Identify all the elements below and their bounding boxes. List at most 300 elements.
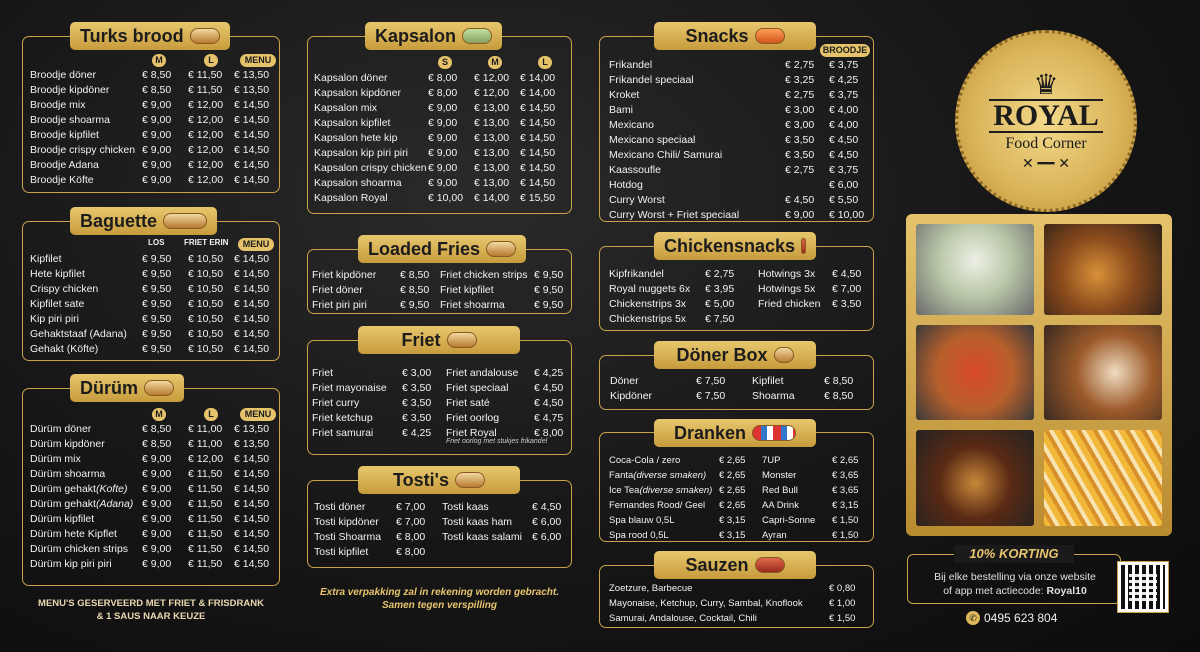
item-price: € 8,50 [142,69,172,81]
menu-row [440,298,570,313]
tosti-list-right [442,500,570,545]
menu-row [609,611,871,626]
menu-row [312,366,442,381]
item-price: € 9,00 [142,498,172,510]
menu-served-note [22,597,280,623]
item-name: Dürüm döner [30,423,92,435]
item-name: Kipfilet [30,253,62,265]
item-price: € 4,25 [829,74,859,86]
menu-badge: MENU [240,54,276,67]
item-price: € 9,00 [142,144,172,156]
item-price: € 14,50 [234,313,270,325]
item-name: Kapsalon kipdöner [314,87,401,99]
item-name: Mexicano Chili/ Samurai [609,149,723,161]
item-price: € 8,50 [142,423,172,435]
item-price: € 4,25 [402,427,432,439]
menu-row [762,528,870,543]
menu-row [609,193,871,208]
photo-fries [1044,430,1162,526]
dranken-title [654,419,816,447]
item-name: Broodje Adana [30,159,99,171]
size-l-badge: L [204,54,218,67]
item-price: € 14,50 [234,144,270,156]
item-name: Dürüm chicken strips [30,543,129,555]
item-price: € 3,65 [832,470,859,481]
item-name: Hotwings 3x [758,268,816,280]
los-header: LOS [148,238,165,247]
item-name: Dürüm gehakt(Adana) [30,498,134,510]
item-name: Gehakt (Köfte) [30,343,99,355]
item-name: Kapsalon hete kip [314,132,398,144]
item-price: € 3,75 [829,164,859,176]
item-name: Tosti Shoarma [314,531,382,543]
menu-row [609,118,871,133]
durum-title [70,374,184,402]
item-price: € 8,50 [142,438,172,450]
item-name: Mayonaise, Ketchup, Curry, Sambal, Knoflook [609,598,803,609]
menu-row [440,268,570,283]
menu-row [30,113,278,128]
doner-box-icon [774,347,794,363]
menu-row [314,545,438,560]
turks-brood-title-text: Turks brood [80,26,184,46]
menu-badge: MENU [240,408,276,421]
item-name: Fried chicken [758,298,821,310]
friet-erin-header: FRIET ERIN [184,238,229,247]
item-price: € 10,50 [188,298,224,310]
item-price: € 3,50 [785,134,815,146]
item-price: € 13,50 [234,84,270,96]
item-price: € 14,50 [520,117,556,129]
turks-brood-headers [146,54,276,67]
item-price: € 14,50 [234,558,270,570]
turks-brood-title [70,22,230,50]
item-price: € 8,00 [428,87,458,99]
item-price: € 14,50 [234,114,270,126]
item-price: € 8,00 [534,427,564,439]
item-name: Gehaktstaaf (Adana) [30,328,127,340]
menu-row [30,128,278,143]
item-price: € 9,00 [428,132,458,144]
item-price: € 3,50 [785,149,815,161]
item-price: € 2,75 [705,268,735,280]
dranken-list-left [609,453,759,543]
kapsalon-headers [438,56,552,69]
menu-badge: MENU [238,238,274,251]
item-price: € 7,50 [696,390,726,402]
item-price: € 14,50 [234,528,270,540]
item-name: Broodje döner [30,69,96,81]
item-price: € 14,50 [520,102,556,114]
item-price: € 6,00 [532,531,562,543]
item-price: € 3,75 [829,59,859,71]
menu-row [314,515,438,530]
item-price: € 12,00 [188,174,224,186]
menu-row [446,411,570,426]
item-price: € 9,00 [142,159,172,171]
item-name: Mexicano [609,119,654,131]
discount-code: Royal10 [1046,585,1087,597]
item-price: € 14,50 [234,268,270,280]
kapsalon-title [365,22,502,50]
doner-box-list-left [610,374,740,404]
item-price: € 3,15 [832,500,859,511]
item-name: Dürüm kipdöner [30,438,105,450]
menu-row [30,327,278,342]
item-name: Kapsalon döner [314,72,388,84]
item-price: € 11,00 [188,438,223,450]
item-name: Ice Tea(diverse smaken) [609,485,713,496]
menu-row [762,468,870,483]
item-price: € 9,00 [142,483,172,495]
logo-royal-text: ROYAL [989,99,1103,133]
discount-line1: Bij elke bestelling via onze website [934,571,1096,583]
item-name: Curry Worst [609,194,665,206]
durum-title-text: Dürüm [80,378,138,398]
item-name: Kapsalon kip piri piri [314,147,408,159]
menu-row [609,178,871,193]
discount-box [907,546,1121,604]
tosti-title [358,466,520,494]
snacks-title [654,22,816,50]
baguette-headers [148,238,274,251]
menu-row [752,389,862,404]
menu-row [609,312,753,327]
item-name: Kapsalon kipfilet [314,117,391,129]
item-name: 7UP [762,455,781,466]
item-price: € 2,65 [719,470,746,481]
item-price: € 9,50 [534,299,564,311]
snacks-title-text: Snacks [685,26,749,46]
item-price: € 14,50 [234,543,270,555]
item-name: Kipfilet sate [30,298,85,310]
item-price: € 11,50 [188,468,223,480]
item-name: Hotdog [609,179,643,191]
item-price: € 13,00 [474,177,510,189]
menu-row [446,366,570,381]
item-price: € 14,50 [234,468,270,480]
baguette-title [70,207,217,235]
menu-row [30,527,278,542]
item-price: € 12,00 [188,159,224,171]
item-name: Chickenstrips 5x [609,313,687,325]
menu-row [312,283,438,298]
item-price: € 12,00 [188,144,224,156]
item-price: € 7,00 [396,501,426,513]
item-price: € 10,00 [428,192,464,204]
photo-pizza [916,325,1034,420]
item-price: € 10,50 [188,253,224,265]
item-name: Frikandel [609,59,653,71]
item-price: € 1,50 [832,515,859,526]
item-price: € 3,00 [785,119,815,131]
item-price: € 4,50 [785,194,815,206]
item-name: Friet piri piri [312,299,367,311]
item-price: € 11,00 [188,423,223,435]
friet-list-right [446,366,570,441]
menu-row [314,146,570,161]
item-price: € 2,65 [832,455,859,466]
item-price: € 9,50 [400,299,430,311]
item-price: € 11,50 [188,498,223,510]
item-price: € 11,50 [188,558,223,570]
doner-box-title [654,341,816,369]
menu-row [609,498,759,513]
item-price: € 9,00 [142,543,172,555]
item-price: € 9,50 [142,268,172,280]
menu-row [30,512,278,527]
chicken-leg-icon [801,238,806,254]
item-price: € 12,00 [188,453,224,465]
item-price: € 14,50 [520,147,556,159]
item-name: Royal nuggets 6x [609,283,691,295]
royal-food-corner-logo [955,30,1137,212]
item-name: Tosti kipfilet [314,546,369,558]
item-price: € 8,00 [396,531,426,543]
item-name: Crispy chicken [30,283,99,295]
item-price: € 9,00 [142,129,172,141]
item-price: € 13,50 [234,438,270,450]
item-price: € 7,00 [832,283,862,295]
item-name: Dürüm hete Kipflet [30,528,117,540]
size-l-badge: L [538,56,552,69]
item-price: € 14,50 [234,483,270,495]
item-name: Samurai, Andalouse, Cocktail, Chili [609,613,757,624]
item-price: € 9,00 [142,558,172,570]
item-name: Kapsalon crispy chicken [314,162,427,174]
menu-row [312,411,442,426]
item-price: € 6,00 [829,179,859,191]
loaded-fries-title-text: Loaded Fries [368,239,481,259]
menu-row [609,483,759,498]
kapsalon-title-text: Kapsalon [375,26,457,46]
menu-row [30,158,278,173]
item-price: € 0,80 [829,583,856,594]
item-name: Mexicano speciaal [609,134,696,146]
item-price: € 13,00 [474,102,510,114]
extra-note-line1: Extra verpakking zal in rekening worden gebracht. [320,587,559,598]
menu-row [30,312,278,327]
menu-row [314,176,570,191]
item-name: Friet mayonaise [312,382,387,394]
loaded-fries-list-left [312,268,438,313]
item-price: € 9,00 [142,99,172,111]
size-s-badge: S [438,56,452,69]
menu-row [30,83,278,98]
item-price: € 9,50 [534,269,564,281]
sauzen-list [609,581,871,626]
menu-row [762,483,870,498]
menu-row [752,374,862,389]
item-name: Friet kipdöner [312,269,377,281]
item-price: € 11,50 [188,483,223,495]
item-price: € 14,00 [520,72,556,84]
snacks-icon [755,28,785,44]
baguette-title-text: Baguette [80,211,158,231]
item-name: Friet saté [446,397,490,409]
durum-list [30,422,278,572]
item-name: Hete kipfilet [30,268,85,280]
menu-row [314,161,570,176]
item-name: AA Drink [762,500,799,511]
snacks-list [609,58,871,223]
menu-row [440,283,570,298]
item-price: € 6,00 [532,516,562,528]
item-name: Friet [312,367,333,379]
item-name: Döner [610,375,639,387]
item-price: € 5,50 [829,194,859,206]
item-name: Monster [762,470,797,481]
menu-row [312,396,442,411]
sauzen-title [654,551,816,579]
item-price: € 7,00 [396,516,426,528]
baguette-list [30,252,278,357]
item-price: € 14,50 [234,129,270,141]
item-price: € 4,50 [829,134,859,146]
item-price: € 8,50 [400,284,430,296]
size-m-badge: M [488,56,502,69]
item-price: € 14,50 [234,253,270,265]
extra-note-line2: Samen tegen verspilling [381,600,498,611]
size-l-badge: L [204,408,218,421]
menu-row [314,116,570,131]
item-price: € 14,50 [234,513,270,525]
item-price: € 12,00 [474,87,510,99]
item-price: € 9,00 [142,174,172,186]
menu-row [30,467,278,482]
menu-row [30,173,278,188]
item-price: € 2,75 [785,89,815,101]
crown-icon: ♛ [1033,68,1059,100]
item-price: € 14,00 [474,192,510,204]
item-name: Friet shoarma [440,299,505,311]
item-name: Kaassoufle [609,164,661,176]
phone-number[interactable] [966,611,1057,625]
item-name: Kipfilet [752,375,784,387]
item-name: Friet Royal [446,427,497,439]
item-price: € 3,50 [402,382,432,394]
item-price: € 9,00 [142,513,172,525]
menu-row [446,396,570,411]
item-name: Shoarma [752,390,795,402]
item-name: Kroket [609,89,640,101]
phone-number-text: 0495 623 804 [984,611,1058,625]
item-price: € 9,00 [428,162,458,174]
menu-row [610,374,740,389]
menu-row [609,453,759,468]
item-price: € 3,50 [832,298,862,310]
menu-row [314,500,438,515]
item-price: € 9,00 [428,147,458,159]
phone-icon: ✆ [966,611,980,625]
kapsalon-tray-icon [462,28,492,44]
chickensnacks-list-right [758,267,870,312]
item-name: Kipdöner [610,390,653,402]
item-name: Friet ketchup [312,412,373,424]
item-price: € 11,50 [188,543,223,555]
item-price: € 7,50 [705,313,735,325]
friet-title-text: Friet [401,330,441,350]
menu-row [609,148,871,163]
item-name: Friet kipfilet [440,284,494,296]
item-name: Dürüm kipfilet [30,513,95,525]
menu-row [30,297,278,312]
item-price: € 4,50 [832,268,862,280]
menu-row [609,596,871,611]
menu-row [30,98,278,113]
menu-row [30,267,278,282]
menu-row [609,58,871,73]
item-price: € 2,65 [719,455,746,466]
item-name: Friet curry [312,397,360,409]
item-name: Friet oorlog [446,412,500,424]
item-name: Kapsalon shoarma [314,177,402,189]
item-price: € 2,65 [719,485,746,496]
menu-row [30,542,278,557]
item-price: € 14,50 [234,298,270,310]
item-price: € 8,00 [396,546,426,558]
doner-box-list-right [752,374,862,404]
menu-row [609,528,759,543]
item-price: € 1,00 [829,598,856,609]
menu-row [610,389,740,404]
item-price: € 9,50 [142,253,172,265]
item-name: Tosti kaas ham [442,516,513,528]
item-price: € 14,50 [234,453,270,465]
item-name: Broodje Köfte [30,174,94,186]
item-name: Fanta(diverse smaken) [609,470,707,481]
item-price: € 12,00 [188,99,224,111]
menu-row [314,86,570,101]
item-name: Tosti kipdöner [314,516,379,528]
chickensnacks-title [654,232,816,260]
qr-code[interactable] [1118,562,1168,612]
loaded-fries-list-right [440,268,570,313]
item-price: € 9,50 [534,284,564,296]
item-name: Capri-Sonne [762,515,816,526]
item-name: Hotwings 5x [758,283,816,295]
fries-icon [447,332,477,348]
durum-wrap-icon [144,380,174,396]
item-name: Curry Worst + Friet speciaal [609,209,740,221]
item-price: € 9,00 [142,453,172,465]
item-name: Fernandes Rood/ Geel [609,500,706,511]
menu-row [312,268,438,283]
tosti-title-text: Tosti's [393,470,449,490]
menu-row [609,88,871,103]
item-price: € 9,50 [142,298,172,310]
menu-row [609,163,871,178]
drinks-cans-icon [752,425,796,441]
item-price: € 12,00 [188,129,224,141]
item-name: Kapsalon mix [314,102,378,114]
menu-row [758,282,870,297]
item-name: Ayran [762,530,787,541]
item-name: Broodje kipfilet [30,129,99,141]
item-name: Spa blauw 0,5L [609,515,675,526]
menu-row [762,513,870,528]
item-price: € 4,50 [532,501,562,513]
friet-list-left [312,366,442,441]
turks-brood-list [30,68,278,188]
item-price: € 14,50 [234,99,270,111]
menu-row [446,381,570,396]
item-price: € 10,50 [188,328,224,340]
sauce-bowls-icon [755,557,785,573]
menu-row [609,513,759,528]
menu-row [762,453,870,468]
item-name: Kipfrikandel [609,268,664,280]
